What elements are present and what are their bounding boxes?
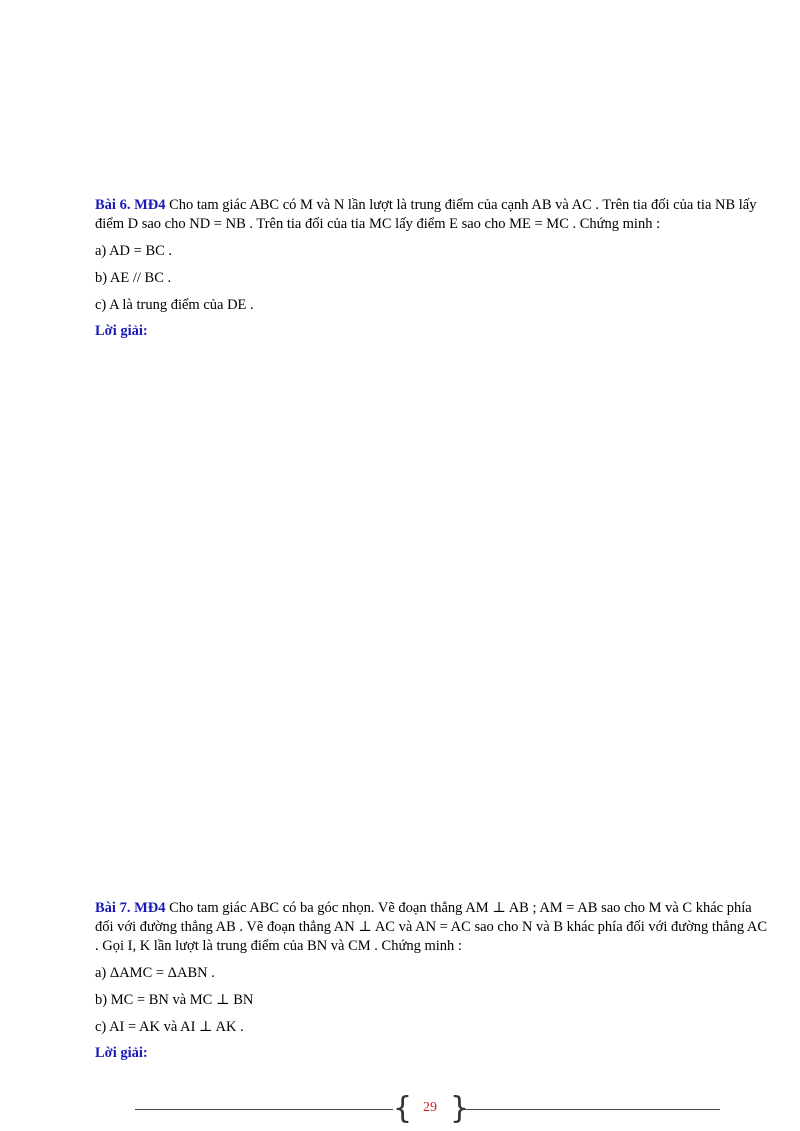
page-footer xyxy=(0,1093,800,1127)
exercise-7 xyxy=(95,899,770,1062)
page-number: 29 xyxy=(423,1100,437,1115)
footer-divider-right xyxy=(460,1109,720,1110)
left-brace-icon: { xyxy=(393,1091,413,1126)
footer-divider-left xyxy=(135,1109,393,1110)
exercise-7-text: Cho tam giác ABC có ba góc nhọn. Vẽ đoạn thẳng AM ⊥ AB ; AM = AB sao cho M và C khác phía đối với đường thẳng AB . Vẽ đoạn thẳng AN ⊥ AC và AN = AC sao cho N và B khác phía đối với đường thẳng AC . Gọi I, K lần lượt là trung điểm của BN và CM . Chứng minh : xyxy=(95,900,768,954)
exercise-7-item-b: b) MC = BN và MC ⊥ BN xyxy=(95,992,254,1008)
exercise-6-item-c: c) A là trung điểm của DE . xyxy=(95,297,254,313)
exercise-7-solution-heading: Lời giải: xyxy=(95,1045,148,1061)
exercise-6 xyxy=(95,196,770,340)
exercise-7-item-a: a) ΔAMC = ΔABN . xyxy=(95,965,215,981)
exercise-6-label: Bài 6. MĐ4 xyxy=(95,197,166,213)
exercise-6-statement xyxy=(95,196,770,234)
exercise-6-solution-heading: Lời giải: xyxy=(95,323,148,339)
exercise-7-statement xyxy=(95,899,770,956)
exercise-7-item-c: c) AI = AK và AI ⊥ AK . xyxy=(95,1019,244,1035)
exercise-6-item-b: b) AE // BC . xyxy=(95,270,172,286)
exercise-6-item-a: a) AD = BC . xyxy=(95,243,173,259)
exercise-7-label: Bài 7. MĐ4 xyxy=(95,900,166,916)
right-brace-icon: } xyxy=(450,1091,470,1126)
exercise-6-text: Cho tam giác ABC có M và N lần lượt là trung điểm của cạnh AB và AC . Trên tia đối của tia NB lấy điểm D sao cho ND = NB . Trên tia đối của tia MC lấy điểm E sao cho ME = MC . Chứng minh : xyxy=(95,197,757,232)
